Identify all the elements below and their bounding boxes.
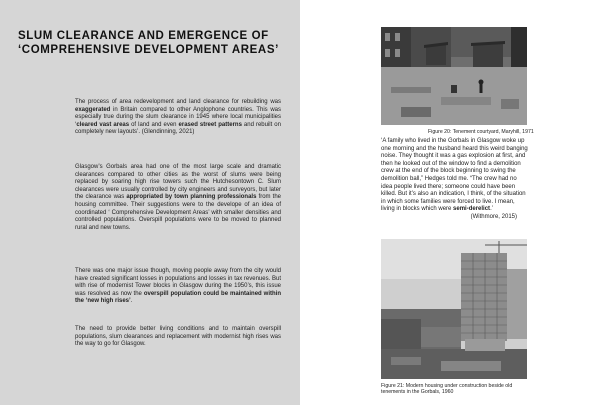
interview-quote bbox=[381, 138, 529, 222]
figure-21-caption bbox=[381, 383, 531, 395]
figure-21-caption-line-2: tenements in the Gorbals, 1960 bbox=[381, 389, 454, 396]
p1-bold-2: cleared vast areas bbox=[76, 121, 130, 128]
p2-text-2: from the housing committee. Their suggestions were to the develope of an idea of coordinated ‘ Comprehensive Development Areas’ with smaller densities and controlled populations. Overspill populations were to be moved to planned rural and new towns. bbox=[75, 194, 281, 231]
p3-text-1: There was one major issue though, moving people away from the city would have created significant losses in populations and losses in tax revenues. But with rise of modernist Tower blocks in Glasgow during the 1950’s, this issue was resolved as now the bbox=[75, 268, 281, 297]
p3-bold-1: overspill population could be maintained within the ‘new high rises’ bbox=[75, 290, 281, 305]
figure-21-caption-line-1: Figure 21: Modern housing under construction beside old bbox=[381, 383, 513, 389]
p1-bold-3: erased street patterns bbox=[178, 121, 242, 128]
paragraph-3 bbox=[75, 268, 281, 306]
p2-bold-1: appropriated by town planning professionals bbox=[126, 194, 257, 201]
paragraph-4 bbox=[75, 326, 281, 349]
paragraph-1 bbox=[75, 99, 281, 137]
title-line-1: SLUM CLEARANCE AND EMERGENCE OF bbox=[18, 30, 269, 42]
quote-bold-1: semi-derelict bbox=[453, 206, 491, 213]
paragraph-2 bbox=[75, 164, 281, 232]
p4-text-1: The need to provide better living conditions and to maintain overspill populations, slum clearances and replacement with modernist high rises was the way to go for Glasgow. bbox=[75, 326, 281, 348]
p2-text-1: Glasgow’s Gorbals area had one of the most large scale and dramatic clearances compared to other cities as the worst of slums were being replaced by soaring high rise towers such the Hutchesontown C. Slum clearances were usually controlled by city engineers and surveyors, but later the clearance was bbox=[75, 164, 281, 201]
page-title bbox=[18, 29, 294, 57]
p1-text-1: The process of area redevelopment and land clearance for rebuilding was bbox=[75, 99, 281, 105]
tenement-courtyard-photo bbox=[381, 27, 527, 125]
p1-text-4: and rebuilt on completely new layouts’. (Glendinning, 2021) bbox=[75, 121, 281, 136]
title-line-2: ‘COMPREHENSIVE DEVELOPMENT AREAS’ bbox=[18, 44, 279, 56]
p1-text-3: of land and even bbox=[129, 121, 179, 128]
p1-bold-1: exaggerated bbox=[75, 106, 111, 113]
p3-text-2: . bbox=[130, 298, 133, 305]
quote-text-1: ‘A family who lived in the Gorbals in Glasgow woke up one morning and the husband heard this weird banging noise. They thought it was a gas explosion at first, and then he looked out of the window to find a demolition crew at the end of the block beginning to swing the demolition ball,” Hedges told me. “The crew had no idea people lived there; someone could have been killed. But it’s also an indication, I think, of the situation in which some families were forced to live. I mean, living in blocks which were bbox=[381, 138, 528, 213]
p1-text-2: in Britain compared to other Anglophone countries. This was especially true during the slum clearance in 1945 where local municipalities ‘ bbox=[75, 106, 281, 128]
quote-text-2: .’ bbox=[490, 206, 494, 213]
figure-20-caption: Figure 20: Tenement courtyard, Maryhill, 1971 bbox=[428, 129, 534, 135]
quote-source: (Withmore, 2015) bbox=[470, 213, 517, 220]
gorbals-construction-photo bbox=[381, 239, 527, 379]
